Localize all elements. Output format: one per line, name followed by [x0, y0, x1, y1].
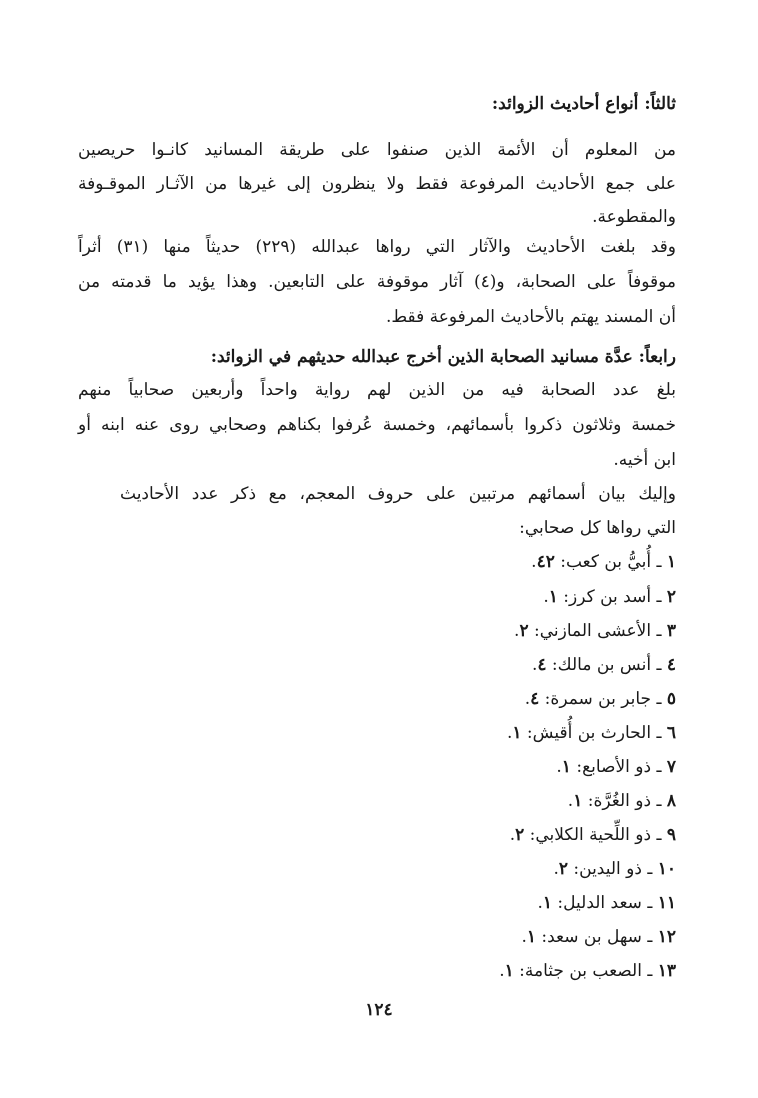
- page-number: ١٢٤: [365, 1000, 393, 1020]
- list-item: ٥ ـ جابر بن سمرة: ٤.: [524, 689, 676, 709]
- paragraph-line: بلغ عدد الصحابة فيه من الذين لهم رواية واحداً وأربعين صحابياً منهم: [78, 380, 676, 400]
- paragraph-line: موقوفاً على الصحابة، و(٤) آثار موقوفة على التابعين. وهذا يؤيد ما قدمته من: [78, 272, 676, 292]
- paragraph-line: والمقطوعة.: [592, 207, 676, 227]
- list-item: ١١ ـ سعد الدليل: ١.: [537, 893, 676, 913]
- list-item: ١ ـ أُبيُّ بن كعب: ٤٢.: [531, 552, 676, 572]
- paragraph-line: على جمع الأحاديث المرفوعة فقط ولا ينظرون إلى غيرها من الآثـار الموقـوفة: [78, 174, 676, 194]
- list-item: ٦ ـ الحارث بن أُقيش: ١.: [506, 723, 676, 743]
- list-item: ٨ ـ ذو الغُرَّة: ١.: [567, 791, 676, 811]
- paragraph-line: وقد بلغت الأحاديث والآثار التي رواها عبدالله (٢٢٩) حديثاً منها (٣١) أثراً: [78, 237, 677, 257]
- list-item: ٤ ـ أنس بن مالك: ٤.: [531, 655, 676, 675]
- paragraph-line: أن المسند يهتم بالأحاديث المرفوعة فقط.: [385, 307, 676, 327]
- list-item: ١٣ ـ الصعب بن جثامة: ١.: [499, 961, 676, 981]
- list-item: ٣ ـ الأعشى المازني: ٢.: [514, 621, 676, 641]
- paragraph-line: من المعلوم أن الأئمة الذين صنفوا على طريقة المسانيد كانـوا حريصين: [78, 140, 676, 160]
- list-item: ٧ ـ ذو الأصابع: ١.: [556, 757, 676, 777]
- paragraph-line: وإليك بيان أسمائهم مرتبين على حروف المعجم، مع ذكر عدد الأحاديث: [120, 484, 676, 504]
- list-item: ١٢ ـ سهل بن سعد: ١.: [521, 927, 676, 947]
- list-item: ١٠ ـ ذو اليدين: ٢.: [553, 859, 676, 879]
- paragraph-line: التي رواها كل صحابي:: [519, 518, 676, 538]
- list-item: ٩ ـ ذو اللِّحية الكلابي: ٢.: [509, 825, 676, 845]
- paragraph-line: ابن أخيه.: [613, 450, 676, 470]
- section-heading-3: ثالثاً: أنواع أحاديث الزوائد:: [491, 94, 676, 114]
- list-item: ٢ ـ أسد بن كرز: ١.: [543, 587, 676, 607]
- section-heading-4: رابعاً: عدَّة مسانيد الصحابة الذين أخرج عبدالله حديثهم في الزوائد:: [210, 347, 676, 367]
- paragraph-line: خمسة وثلاثون ذكروا بأسمائهم، وخمسة عُرفوا بكناهم وصحابي روى عنه ابنه أو: [78, 415, 676, 435]
